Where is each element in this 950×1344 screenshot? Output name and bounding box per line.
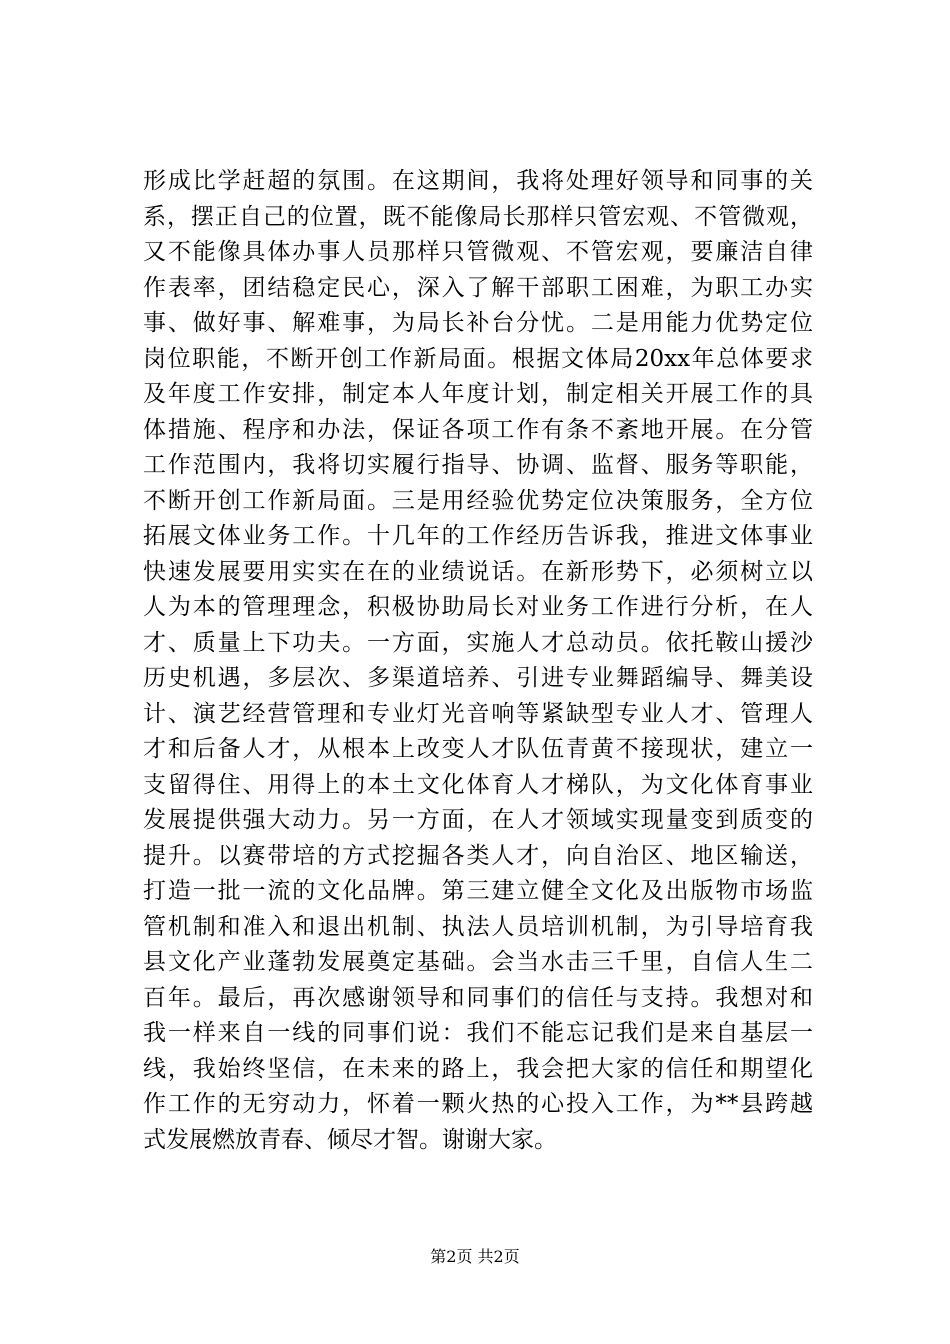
text-line: 管机制和准入和退出机制、执法人员培训机制，为引导培育我 xyxy=(143,913,813,940)
text-line: 作表率，团结稳定民心，深入了解干部职工困难，为职工办实 xyxy=(143,274,813,301)
text-line: 及年度工作安排，制定本人年度计划，制定相关开展工作的具 xyxy=(143,381,813,407)
text-line: 式发展燃放青春、倾尽才智。谢谢大家。 xyxy=(143,1126,557,1153)
text-line: 县文化产业蓬勃发展奠定基础。会当水击三千里，自信人生二 xyxy=(143,949,813,975)
text-line: 形成比学赶超的氛围。在这期间，我将处理好领导和同事的关 xyxy=(143,168,813,194)
text-line: 支留得住、用得上的本土文化体育人才梯队，为文化体育事业 xyxy=(143,771,813,798)
text-line: 工作范围内，我将切实履行指导、协调、监督、服务等职能， xyxy=(143,452,813,478)
text-line: 事、做好事、解难事，为局长补台分忧。二是用能力优势定位 xyxy=(143,310,813,336)
text-line: 历史机遇，多层次、多渠道培养、引进专业舞蹈编导、舞美设 xyxy=(143,665,813,691)
text-line: 百年。最后，再次感谢领导和同事们的信任与支持。我想对和 xyxy=(143,984,813,1011)
text-line: 作工作的无穷动力，怀着一颗火热的心投入工作，为**县跨越 xyxy=(143,1091,813,1117)
text-line: 发展提供强大动力。另一方面，在人才领域实现量变到质变的 xyxy=(143,807,813,833)
text-line: 才、质量上下功夫。一方面，实施人才总动员。依托鞍山援沙 xyxy=(143,629,813,656)
text-line: 打造一批一流的文化品牌。第三建立健全文化及出版物市场监 xyxy=(143,878,813,904)
page-footer: 第2页 共2页 xyxy=(430,1247,520,1266)
text-line: 体措施、程序和办法，保证各项工作有条不紊地开展。在分管 xyxy=(143,416,813,443)
text-line: 我一样来自一线的同事们说：我们不能忘记我们是来自基层一 xyxy=(143,1020,813,1046)
text-line: 提升。以赛带培的方式挖掘各类人才，向自治区、地区输送， xyxy=(143,842,813,869)
text-line: 人为本的管理理念，积极协助局长对业务工作进行分析，在人 xyxy=(143,594,813,620)
body-text xyxy=(143,164,813,1158)
text-line: 不断开创工作新局面。三是用经验优势定位决策服务，全方位 xyxy=(143,487,813,514)
text-line: 才和后备人才，从根本上改变人才队伍青黄不接现状，建立一 xyxy=(143,736,813,762)
text-line: 系，摆正自己的位置，既不能像局长那样只管宏观、不管微观， xyxy=(143,203,813,230)
text-line: 岗位职能，不断开创工作新局面。根据文体局20xx年总体要求 xyxy=(143,345,813,372)
text-line: 线，我始终坚信，在未来的路上，我会把大家的信任和期望化 xyxy=(143,1055,813,1082)
text-line: 又不能像具体办事人员那样只管微观、不管宏观，要廉洁自律 xyxy=(143,239,813,265)
text-line: 拓展文体业务工作。十几年的工作经历告诉我，推进文体事业 xyxy=(143,523,813,549)
text-line: 快速发展要用实实在在的业绩说话。在新形势下，必须树立以 xyxy=(143,558,813,585)
text-line: 计、演艺经营管理和专业灯光音响等紧缺型专业人才、管理人 xyxy=(143,700,813,727)
